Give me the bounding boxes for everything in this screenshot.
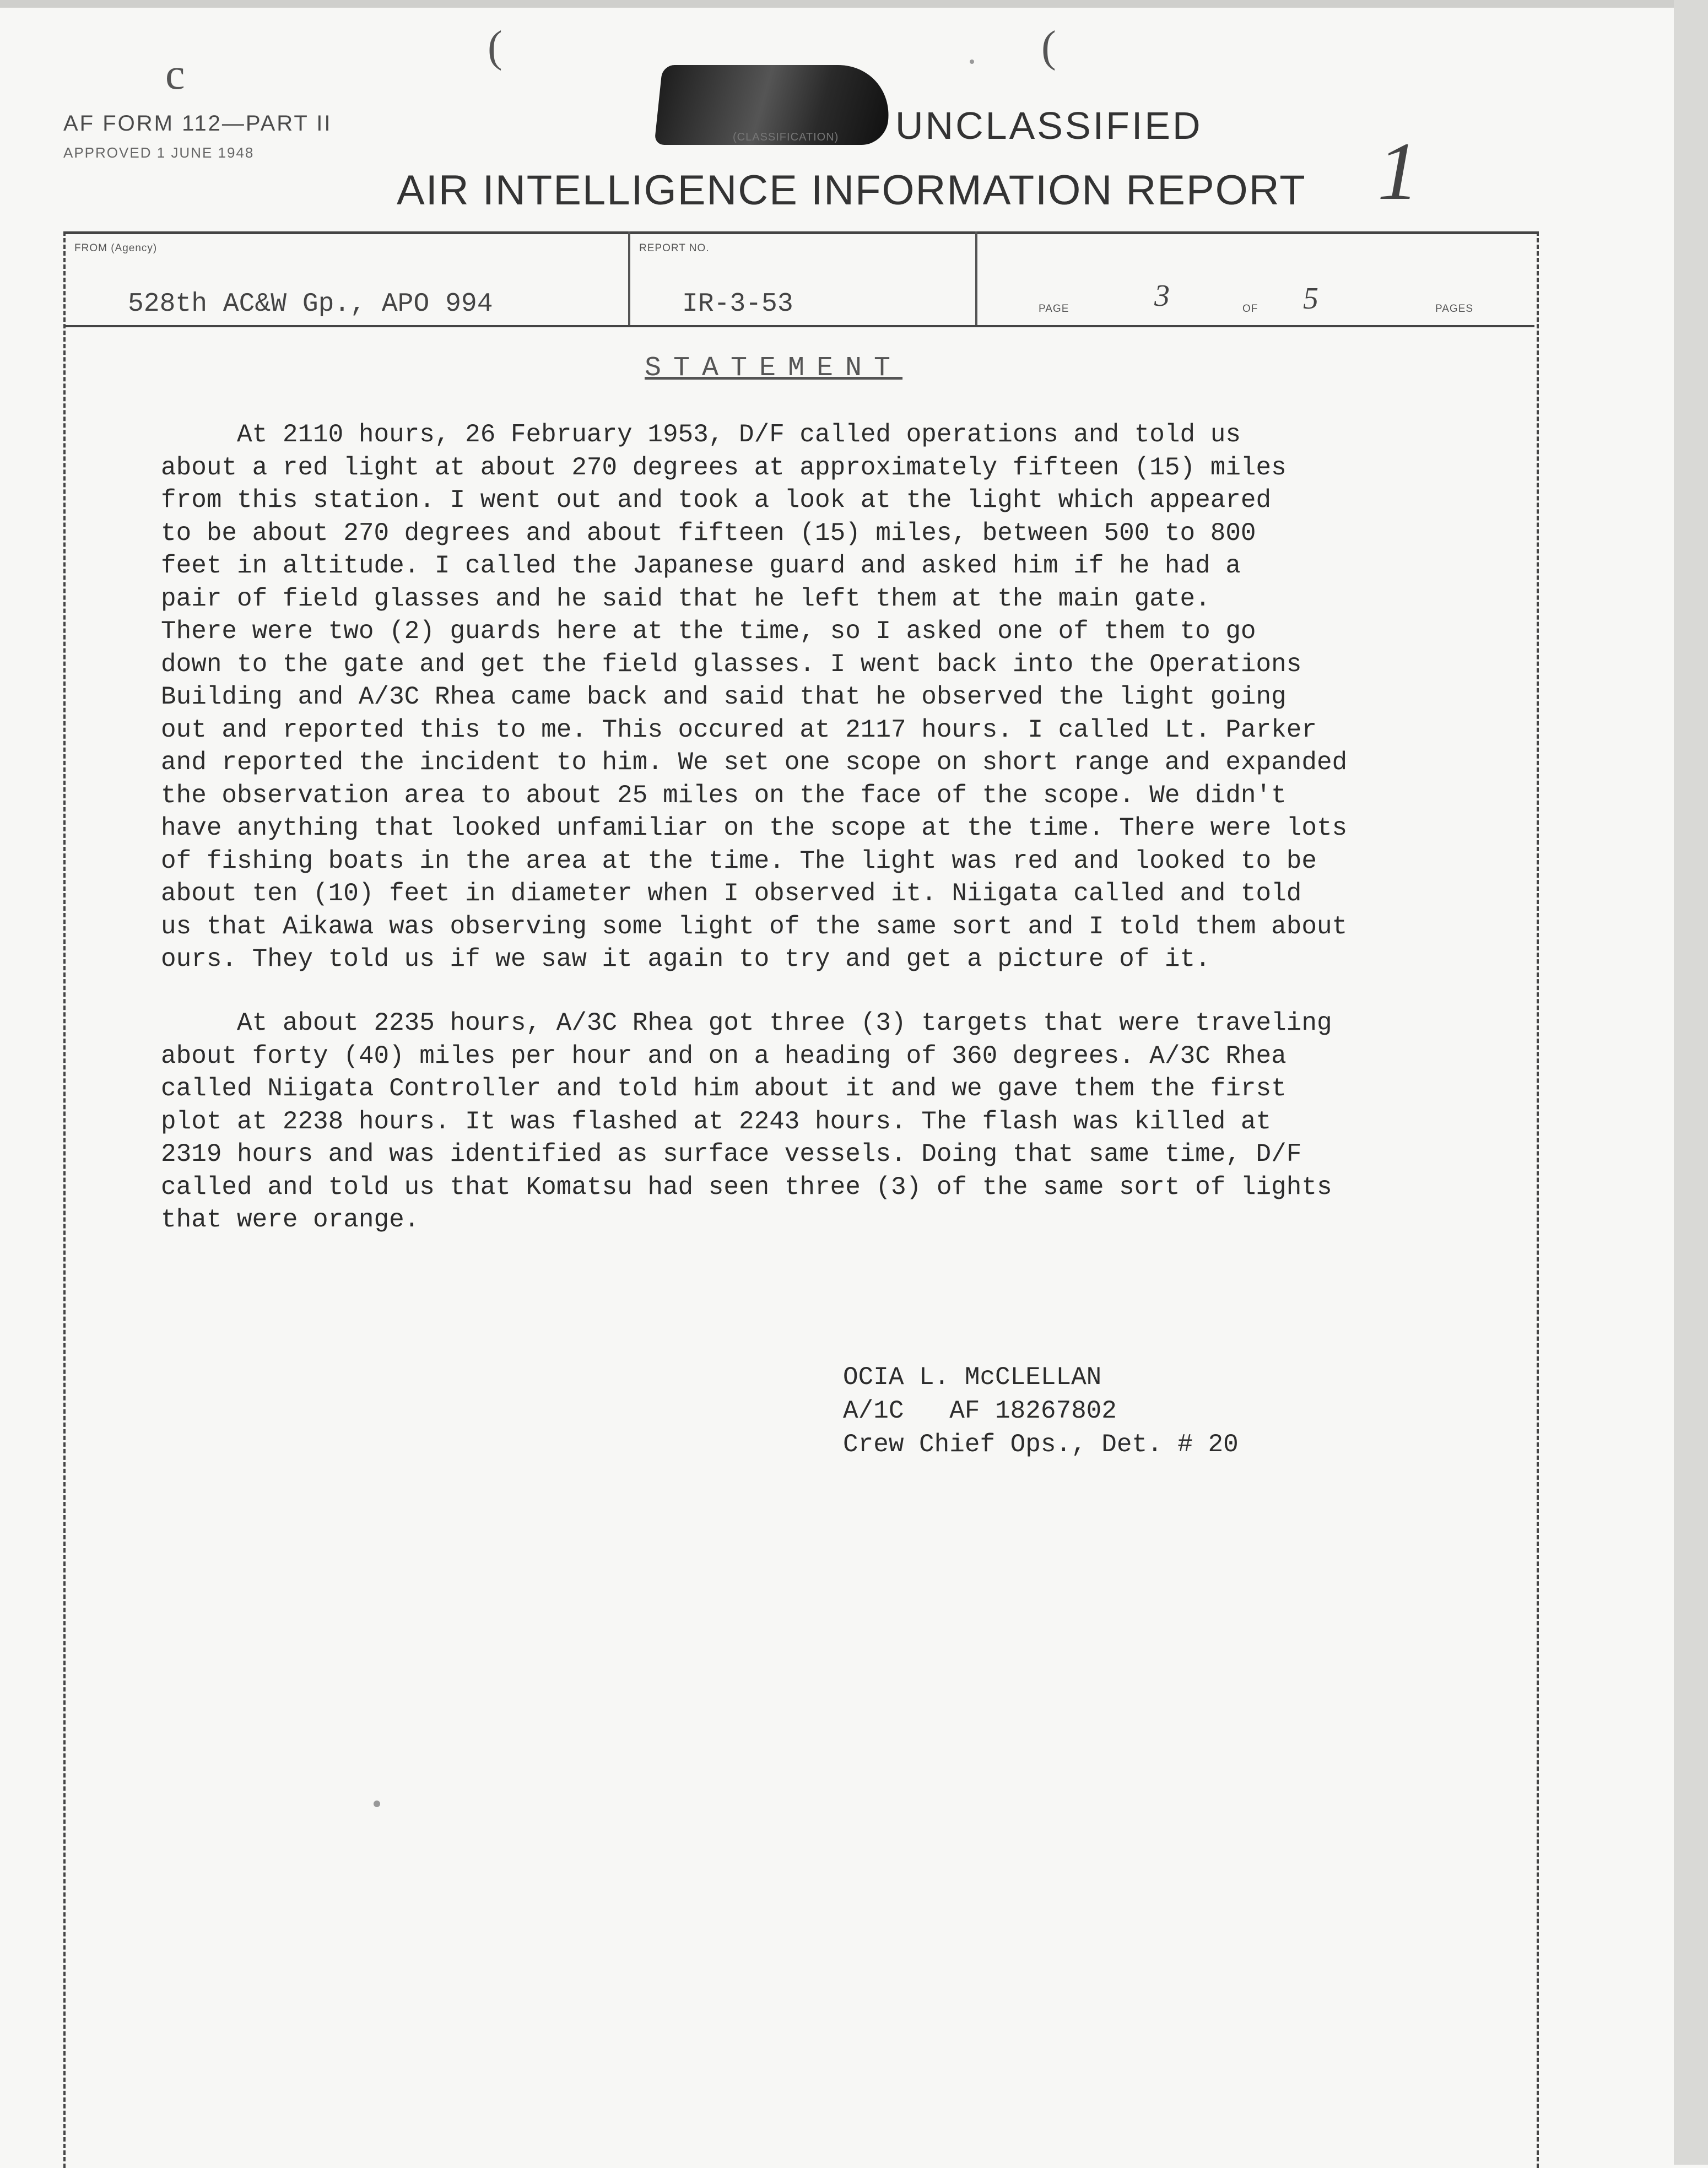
- text-line: Building and A/3C Rhea came back and said that he observed the light going: [161, 683, 1287, 711]
- statement-paragraph-1: [161, 419, 1511, 976]
- text-line: At about 2235 hours, A/3C Rhea got three (3) targets that were traveling: [161, 1009, 1332, 1037]
- text-line: feet in altitude. I called the Japanese guard and asked him if he had a: [161, 552, 1241, 580]
- text-line: called Niigata Controller and told him about it and we gave them the first: [161, 1074, 1287, 1103]
- text-line: to be about 270 degrees and about fifteen (15) miles, between 500 to 800: [161, 518, 1256, 548]
- text-line: 2319 hours and was identified as surface vessels. Doing that same time, D/F: [161, 1140, 1302, 1169]
- text-line: of fishing boats in the area at the time. The light was red and looked to be: [161, 846, 1317, 875]
- signer-position: Crew Chief Ops., Det. # 20: [843, 1430, 1239, 1459]
- text-line: from this station. I went out and took a look at the light which appeared: [161, 486, 1272, 515]
- text-line: out and reported this to me. This occured at 2117 hours. I called Lt. Parker: [161, 715, 1317, 744]
- statement-heading: STATEMENT: [645, 353, 903, 384]
- text-line: and reported the incident to him. We set one scope on short range and expanded: [161, 748, 1348, 777]
- pages-label: PAGES: [1435, 303, 1474, 315]
- page-label: PAGE: [1039, 303, 1069, 315]
- header-divider: [628, 231, 630, 325]
- text-line: about ten (10) feet in diameter when I observed it. Niigata called and told: [161, 879, 1302, 908]
- text-line: called and told us that Komatsu had seen three (3) of the same sort of lights: [161, 1172, 1332, 1202]
- text-line: that were orange.: [161, 1205, 420, 1234]
- text-line: There were two (2) guards here at the time, so I asked one of them to go: [161, 617, 1256, 646]
- text-line: us that Aikawa was observing some light of the same sort and I told them about: [161, 912, 1348, 941]
- signature-block: [843, 1361, 1239, 1462]
- text-line: At 2110 hours, 26 February 1953, D/F called operations and told us: [161, 420, 1241, 449]
- handwritten-page-mark: 1: [1377, 126, 1419, 217]
- speck: [970, 60, 974, 64]
- margin-mark: c: [165, 50, 185, 99]
- margin-mark: (: [488, 23, 502, 71]
- form-id: AF FORM 112—PART II: [63, 111, 332, 136]
- signer-rank: A/1C AF 18267802: [843, 1397, 1117, 1425]
- page-value: 3: [1154, 279, 1170, 313]
- text-line: down to the gate and get the field glasses. I went back into the Operations: [161, 650, 1302, 679]
- of-value: 5: [1303, 282, 1318, 316]
- from-label: FROM (Agency): [74, 242, 158, 254]
- of-label: OF: [1242, 303, 1258, 315]
- form-approved-date: APPROVED 1 JUNE 1948: [63, 144, 255, 161]
- text-line: about a red light at about 270 degrees at approximately fifteen (15) miles: [161, 453, 1287, 482]
- from-value: 528th AC&W Gp., APO 994: [128, 289, 493, 319]
- margin-mark: (: [1041, 23, 1056, 71]
- text-line: ours. They told us if we saw it again to try and get a picture of it.: [161, 945, 1210, 974]
- text-line: have anything that looked unfamiliar on the scope at the time. There were lots: [161, 814, 1348, 842]
- text-line: plot at 2238 hours. It was flashed at 2243 hours. The flash was killed at: [161, 1107, 1272, 1136]
- text-line: the observation area to about 25 miles on the face of the scope. We didn't: [161, 781, 1287, 810]
- classification-label: (CLASSIFICATION): [733, 131, 839, 143]
- text-line: pair of field glasses and he said that he left them at the main gate.: [161, 584, 1210, 613]
- page-edge-right: [1674, 0, 1708, 2165]
- classification-stamp: UNCLASSIFIED: [895, 104, 1203, 147]
- report-title: AIR INTELLIGENCE INFORMATION REPORT: [397, 167, 1306, 214]
- page-edge-top: [0, 0, 1708, 8]
- text-line: about forty (40) miles per hour and on a heading of 360 degrees. A/3C Rhea: [161, 1041, 1287, 1071]
- header-divider: [975, 231, 977, 325]
- signer-name: OCIA L. McCLELLAN: [843, 1363, 1102, 1392]
- report-no-value: IR-3-53: [682, 289, 793, 319]
- report-no-label: REPORT NO.: [639, 242, 710, 254]
- statement-paragraph-2: [161, 1007, 1511, 1237]
- speck: [374, 1801, 380, 1807]
